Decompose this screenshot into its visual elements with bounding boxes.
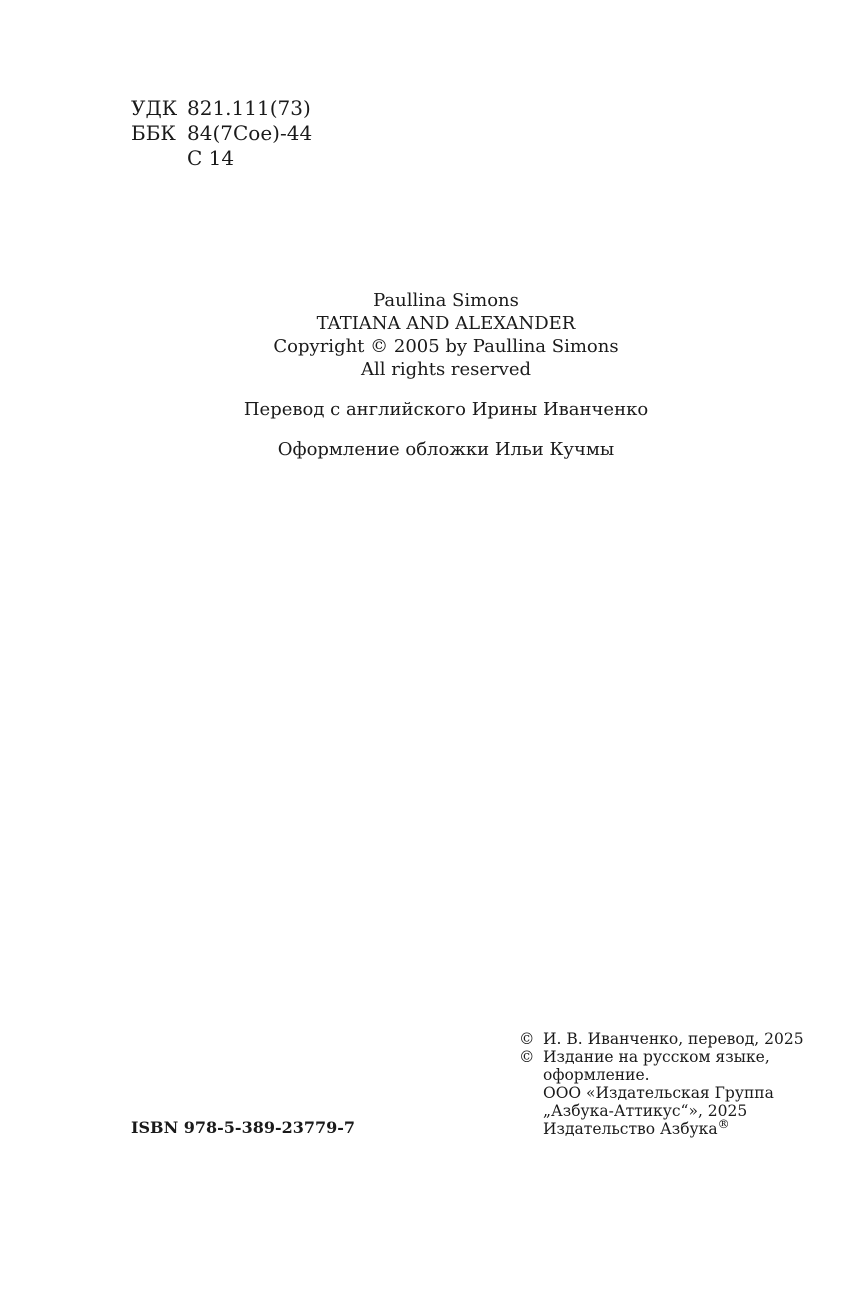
author-name: Paullina Simons [373,290,519,311]
udk-row [131,96,312,121]
rights-line: All rights reserved [361,359,531,380]
translation-copyright-text: И. В. Иванченко, перевод, 2025 [543,1030,804,1048]
copyright-symbol: © [519,1048,535,1066]
translator-credit: Перевод с английского Ирины Иванченко [243,399,649,420]
copyright-line: Copyright © 2005 by Paullina Simons [273,336,619,357]
edition-line: ООО «Издательская Группа [543,1084,774,1102]
udk-value: 821.111(73) [187,96,311,120]
registered-mark: ® [717,1116,730,1131]
publisher-name: Издательство Азбука [543,1120,718,1138]
edition-copyright [519,1048,804,1138]
bbk-value: 84(7Сое)-44 [187,121,313,145]
bbk-row [131,121,312,146]
copyright-symbol: © [519,1030,535,1048]
original-credits [0,289,856,381]
catalog-codes [131,96,312,171]
original-title: TATIANA AND ALEXANDER [316,313,576,334]
edition-line: оформление. [543,1066,650,1084]
cover-design-credit: Оформление обложки Ильи Кучмы [277,439,615,460]
russian-copyrights [519,1030,804,1138]
author-mark-row [131,146,312,171]
bbk-label: ББК [131,121,176,145]
author-mark: С 14 [187,146,235,170]
publisher-line [543,1116,804,1138]
translation-copyright [519,1030,804,1048]
edition-line: Издание на русском языке, [543,1048,770,1066]
edition-line: „Азбука-Аттикус“», 2025 [543,1102,748,1120]
udk-label: УДК [131,96,178,120]
isbn: ISBN 978-5-389-23779-7 [131,1118,356,1137]
